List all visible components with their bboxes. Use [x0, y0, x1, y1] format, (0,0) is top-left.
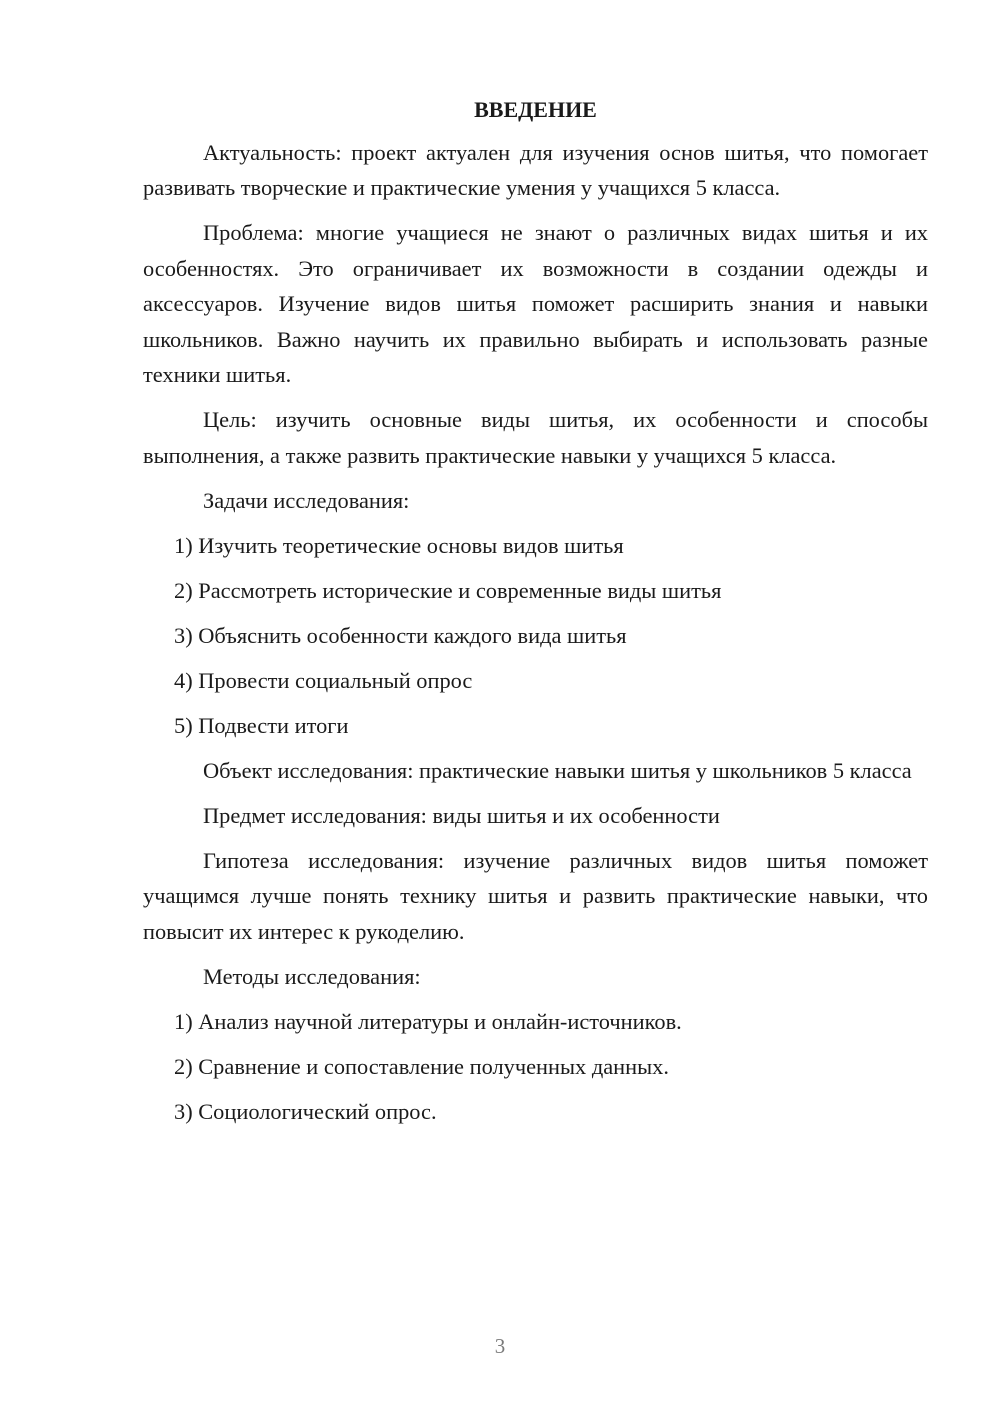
list-item: 2) Сравнение и сопоставление полученных данных. [174, 1053, 669, 1079]
object-paragraph: Объект исследования: практические навыки шитья у школьников 5 класса [203, 757, 912, 783]
problem-paragraph: Проблема: многие учащиеся не знают о различных видах шитья и их особенностях. Это ограничивает их возможности в создании одежды и аксессуаров. Изучение видов шитья поможет расширить знания и навыки школьников. Важно научить их правильно выбирать и использовать разные техники шитья. [143, 220, 928, 387]
list-item: 1) Анализ научной литературы и онлайн-источников. [174, 1008, 682, 1034]
page-number: 3 [494, 1334, 506, 1358]
list-item: 3) Объяснить особенности каждого вида шитья [174, 622, 627, 648]
methods-heading: Методы исследования: [203, 963, 421, 989]
tasks-heading: Задачи исследования: [203, 487, 410, 513]
subject-paragraph: Предмет исследования: виды шитья и их особенности [203, 802, 720, 828]
tasks-list [143, 528, 928, 744]
list-item: 3) Социологический опрос. [174, 1098, 437, 1124]
list-item: 2) Рассмотреть исторические и современные виды шитья [174, 577, 722, 603]
relevance-paragraph: Актуальность: проект актуален для изучения основ шитья, что помогает развивать творческие и практические умения у учащихся 5 класса. [143, 139, 928, 200]
list-item: 4) Провести социальный опрос [174, 667, 473, 693]
list-item: 1) Изучить теоретические основы видов шитья [174, 532, 624, 558]
hypothesis-paragraph: Гипотеза исследования: изучение различных видов шитья поможет учащимся лучше понять технику шитья и развить практические навыки, что повысит их интерес к рукоделию. [143, 847, 928, 944]
list-item: 5) Подвести итоги [174, 712, 349, 738]
document-page [143, 92, 928, 1139]
methods-list [143, 1004, 928, 1130]
goal-paragraph: Цель: изучить основные виды шитья, их особенности и способы выполнения, а также развить практические навыки у учащихся 5 класса. [143, 407, 928, 468]
section-title: ВВЕДЕНИЕ [474, 97, 597, 122]
